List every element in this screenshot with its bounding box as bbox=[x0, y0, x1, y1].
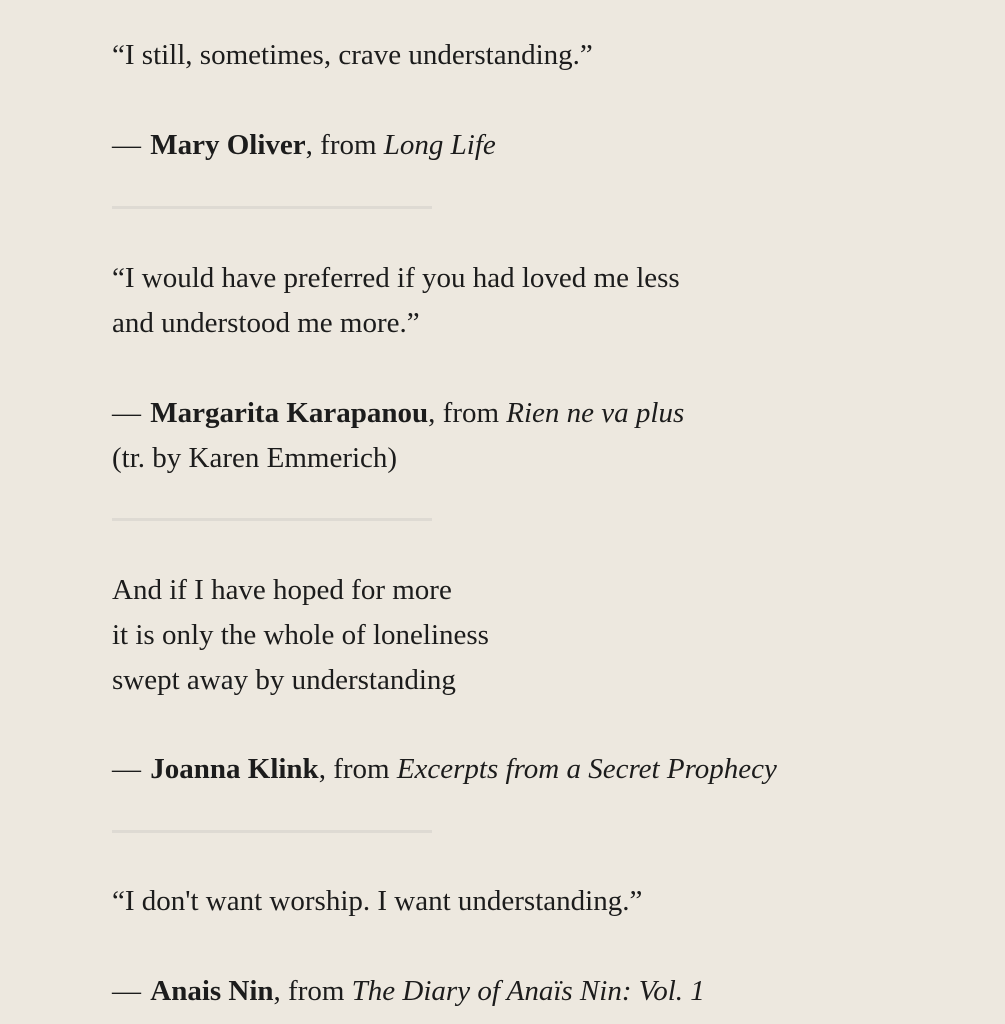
quote-3-work: Excerpts from a Secret Prophecy bbox=[396, 753, 777, 785]
section-divider bbox=[112, 518, 432, 521]
section-divider bbox=[112, 206, 432, 209]
attribution-dash: — bbox=[112, 397, 141, 429]
quote-3-line-1: And if I have hoped for more bbox=[112, 574, 452, 606]
quote-2-attribution bbox=[112, 396, 684, 430]
quote-3-attribution bbox=[112, 752, 777, 786]
quote-1-work: Long Life bbox=[383, 129, 496, 161]
quote-4-line-1: “I don't want worship. I want understanding.” bbox=[112, 885, 643, 917]
quote-2-author: Margarita Karapanou bbox=[150, 397, 429, 429]
attribution-dash: — bbox=[112, 753, 141, 785]
attribution-dash: — bbox=[112, 975, 141, 1007]
quote-1-line-1: “I still, sometimes, crave understanding.” bbox=[112, 39, 593, 71]
quote-2-work: Rien ne va plus bbox=[506, 397, 685, 429]
quote-3-line-2: it is only the whole of loneliness bbox=[112, 619, 489, 651]
quote-4-attribution bbox=[112, 974, 705, 1008]
quote-2-line-1: “I would have preferred if you had loved me less bbox=[112, 262, 680, 294]
attribution-from: , from bbox=[318, 753, 397, 785]
quote-2-line-2: and understood me more.” bbox=[112, 307, 420, 339]
attribution-from: , from bbox=[305, 129, 384, 161]
attribution-from: , from bbox=[428, 397, 507, 429]
quote-4-work: The Diary of Anaïs Nin: Vol. 1 bbox=[351, 975, 705, 1007]
section-divider bbox=[112, 830, 432, 833]
quote-4-author: Anais Nin bbox=[150, 975, 274, 1007]
attribution-dash: — bbox=[112, 129, 141, 161]
quote-1-attribution bbox=[112, 128, 496, 162]
quote-3-author: Joanna Klink bbox=[150, 753, 319, 785]
quote-3-line-3: swept away by understanding bbox=[112, 664, 456, 696]
attribution-from: , from bbox=[273, 975, 352, 1007]
quote-1-author: Mary Oliver bbox=[150, 129, 306, 161]
quote-2-translator-note: (tr. by Karen Emmerich) bbox=[112, 442, 398, 474]
